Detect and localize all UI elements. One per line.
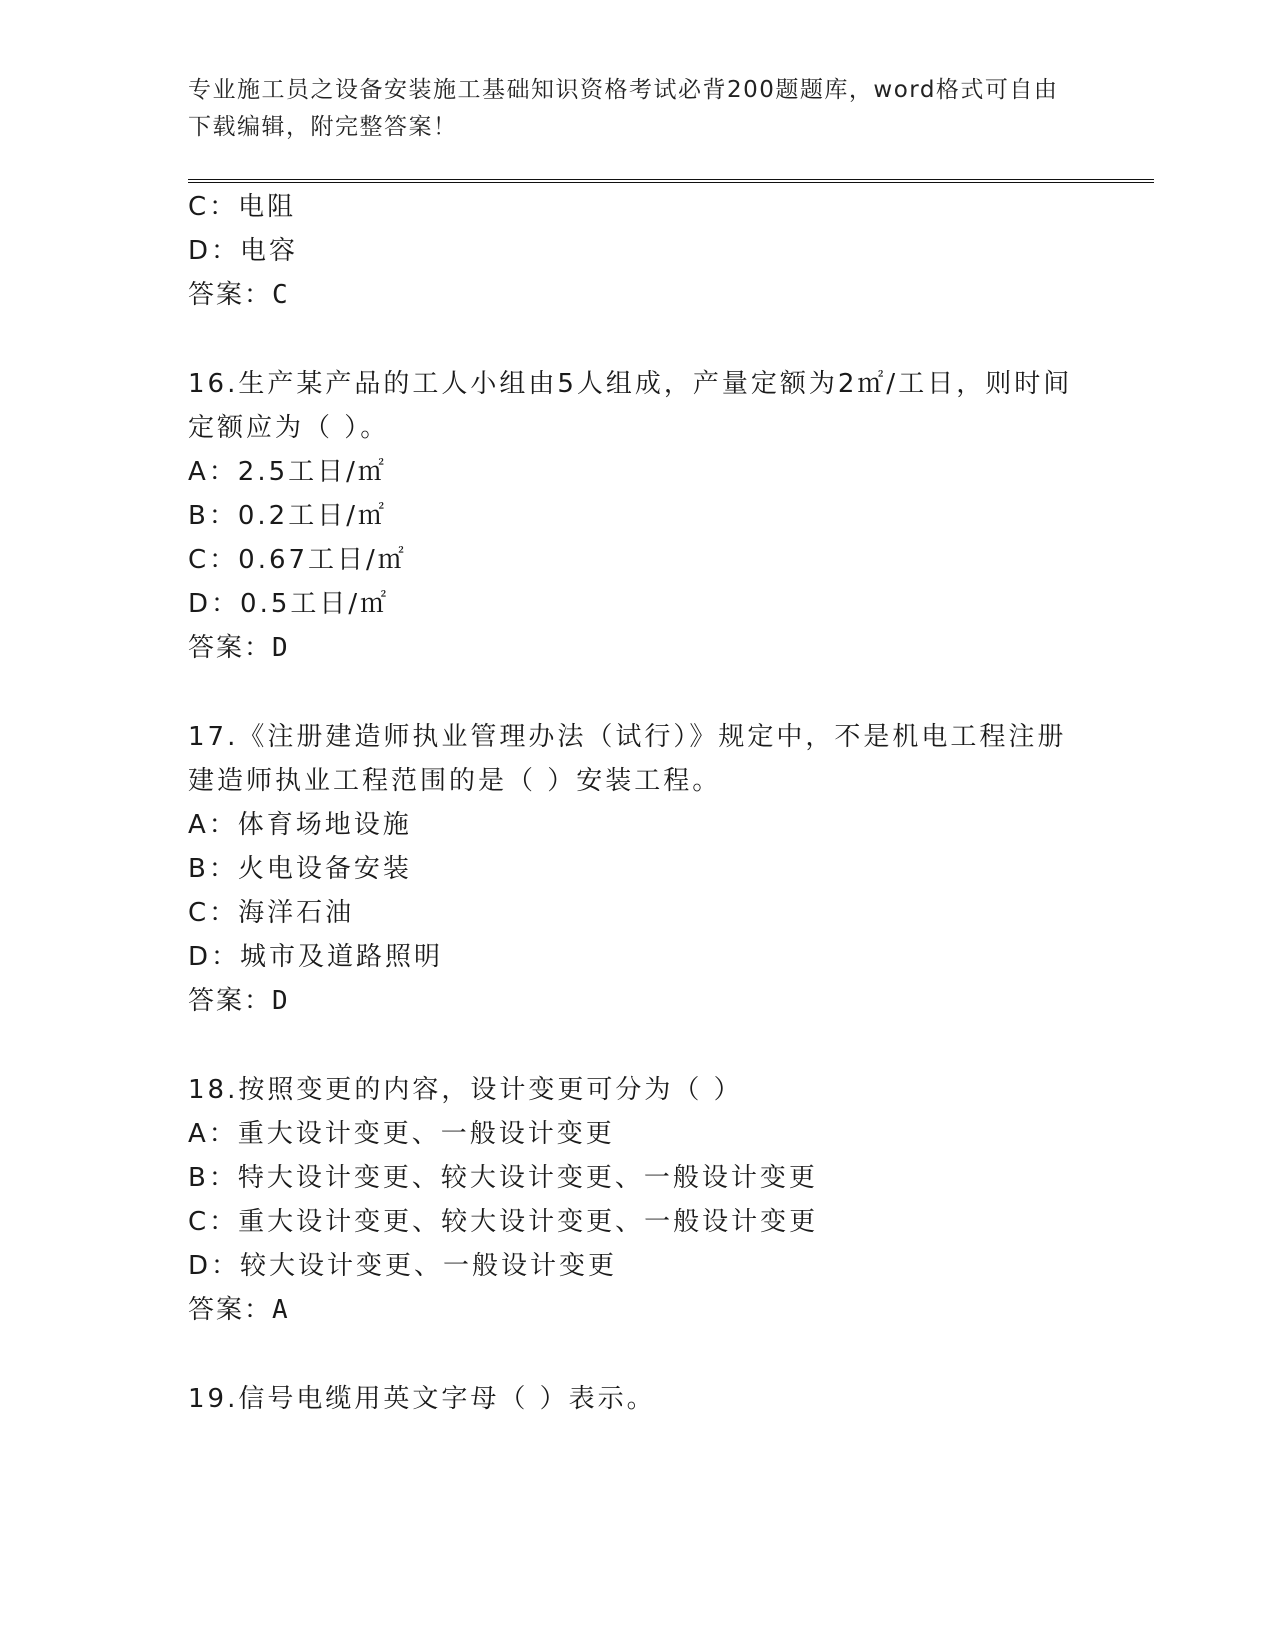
option-b bbox=[188, 1157, 1138, 1194]
option-c bbox=[188, 186, 1138, 223]
option-letter: A： bbox=[188, 810, 238, 840]
option-c bbox=[188, 539, 1138, 576]
option-a bbox=[188, 804, 1138, 841]
option-c bbox=[188, 1201, 1138, 1238]
header-line-2: 下载编辑，附完整答案！ bbox=[188, 114, 458, 140]
option-letter: C： bbox=[188, 1207, 239, 1237]
header-line-1: 专业施工员之设备安装施工基础知识资格考试必背200题题库，word格式可自由 bbox=[188, 77, 1059, 103]
option-a bbox=[188, 1113, 1138, 1150]
option-text: 特大设计变更、较大设计变更、一般设计变更 bbox=[237, 1163, 818, 1193]
option-d bbox=[188, 936, 1138, 973]
option-letter: D： bbox=[188, 236, 241, 266]
question-stem-line: 建造师执业工程范围的是（ ）安装工程。 bbox=[188, 766, 722, 796]
header-divider bbox=[188, 179, 1154, 183]
question-16-stem-cont bbox=[188, 407, 1138, 444]
answer-value: C bbox=[272, 280, 288, 310]
option-letter: C： bbox=[188, 898, 239, 928]
option-text: 重大设计变更、一般设计变更 bbox=[237, 1119, 615, 1149]
option-c bbox=[188, 892, 1138, 929]
option-letter: C： bbox=[188, 545, 239, 575]
question-19-stem bbox=[188, 1378, 1138, 1415]
option-b bbox=[188, 848, 1138, 885]
answer-line bbox=[188, 627, 1138, 664]
option-d bbox=[188, 1245, 1138, 1282]
question-stem-line: 19.信号电缆用英文字母（ ）表示。 bbox=[188, 1384, 656, 1414]
option-text: 城市及道路照明 bbox=[240, 942, 444, 972]
question-17-stem-cont bbox=[188, 760, 1138, 797]
answer-value: D bbox=[272, 986, 288, 1016]
option-text: 海洋石油 bbox=[238, 898, 355, 928]
answer-label: 答案： bbox=[188, 986, 273, 1016]
question-stem-line: 定额应为（ ）。 bbox=[188, 413, 390, 443]
option-d bbox=[188, 583, 1138, 620]
question-stem-line: 17.《注册建造师执业管理办法（试行）》规定中，不是机电工程注册 bbox=[188, 722, 1067, 752]
option-letter: D： bbox=[188, 1251, 241, 1281]
question-stem-line: 18.按照变更的内容，设计变更可分为（ ） bbox=[188, 1075, 743, 1105]
document-header bbox=[188, 72, 1088, 146]
answer-line bbox=[188, 980, 1138, 1017]
question-stem-line: 16.生产某产品的工人小组由5人组成，产量定额为2㎡/工日，则时间 bbox=[188, 369, 1073, 399]
question-17-stem bbox=[188, 716, 1138, 753]
option-letter: A： bbox=[188, 457, 238, 487]
question-18-stem bbox=[188, 1069, 1138, 1106]
answer-label: 答案： bbox=[188, 1295, 273, 1325]
answer-line bbox=[188, 1289, 1138, 1326]
option-letter: B： bbox=[188, 1163, 238, 1193]
option-b bbox=[188, 495, 1138, 532]
option-d bbox=[188, 230, 1138, 267]
option-letter: D： bbox=[188, 942, 241, 972]
answer-value: D bbox=[272, 633, 288, 663]
option-letter: B： bbox=[188, 501, 238, 531]
answer-label: 答案： bbox=[188, 280, 273, 310]
question-16-stem bbox=[188, 363, 1138, 400]
option-text: 较大设计变更、一般设计变更 bbox=[240, 1251, 618, 1281]
option-text: 电容 bbox=[240, 236, 299, 266]
answer-label: 答案： bbox=[188, 633, 273, 663]
option-text: 电阻 bbox=[238, 192, 297, 222]
answer-line bbox=[188, 274, 1138, 311]
option-letter: D： bbox=[188, 589, 241, 619]
option-text: 重大设计变更、较大设计变更、一般设计变更 bbox=[238, 1207, 819, 1237]
option-text: 0.2工日/㎡ bbox=[237, 501, 387, 531]
option-letter: C： bbox=[188, 192, 239, 222]
option-text: 火电设备安装 bbox=[237, 854, 412, 884]
option-letter: A： bbox=[188, 1119, 238, 1149]
option-text: 0.67工日/㎡ bbox=[238, 545, 407, 575]
option-text: 0.5工日/㎡ bbox=[240, 589, 390, 619]
option-a bbox=[188, 451, 1138, 488]
option-text: 2.5工日/㎡ bbox=[237, 457, 387, 487]
answer-value: A bbox=[272, 1295, 288, 1325]
option-letter: B： bbox=[188, 854, 238, 884]
option-text: 体育场地设施 bbox=[237, 810, 412, 840]
